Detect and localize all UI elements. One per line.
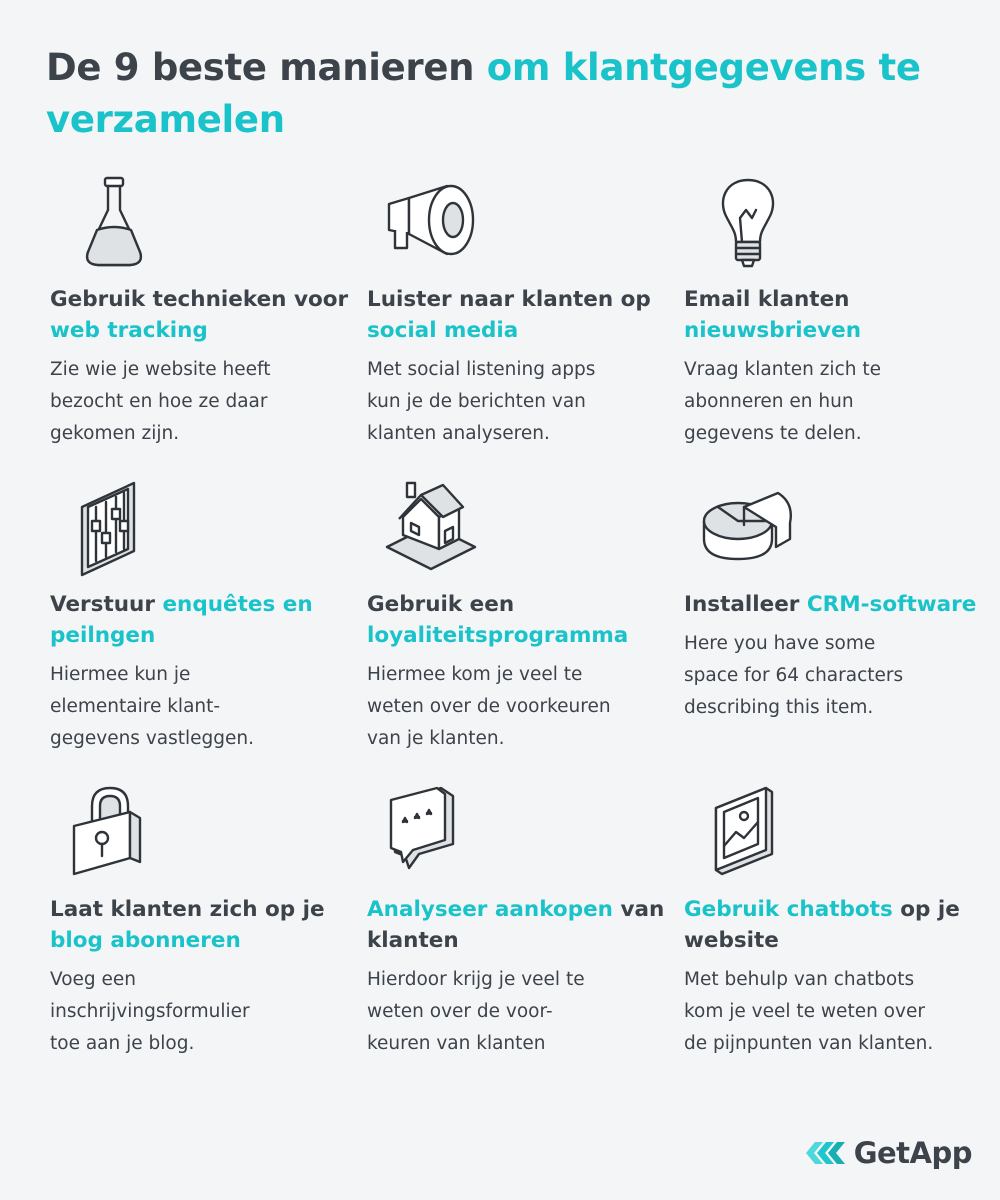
tip-description: Met social listening apps kun je de berichten van klanten analyseren.: [367, 359, 596, 444]
tip-heading: Laat klanten zich op je blog abonneren: [50, 897, 325, 953]
tip-description: Met behulp van chatbots kom je veel te weten over de pijnpunten van klanten.: [684, 969, 934, 1054]
sliders-icon: [64, 477, 367, 577]
tip-card-loyalty: [367, 477, 684, 782]
tip-description: Hierdoor krijg je veel te weten over de voor- keuren van klanten: [367, 969, 585, 1054]
title-part-2: om klantgegevens te verzamelen: [46, 46, 921, 141]
tip-heading: Installeer CRM-software: [684, 592, 977, 617]
tip-heading: Verstuur enquêtes en peilngen: [50, 592, 313, 648]
tip-card-surveys: [50, 477, 367, 782]
tip-description: Voeg een inschrijvingsformulier toe aan je blog.: [50, 969, 250, 1054]
tip-heading: Gebruik chatbots op je website: [684, 897, 960, 953]
tip-description: Hiermee kom je veel te weten over de voorkeuren van je klanten.: [367, 664, 611, 749]
tip-description: Hiermee kun je elementaire klant- gegevens vastleggen.: [50, 664, 254, 749]
padlock-icon: [64, 782, 367, 882]
tip-card-crm: [684, 477, 984, 782]
tip-card-purchases: [367, 782, 684, 1087]
flask-icon: [64, 172, 367, 272]
tip-card-chatbots: [684, 782, 984, 1087]
tip-heading: Gebruik een loyaliteitsprogramma: [367, 592, 629, 648]
tip-card-newsletters: [684, 172, 984, 477]
house-icon: [381, 477, 684, 577]
getapp-logo-text: GetApp: [853, 1136, 972, 1170]
page-title: [46, 42, 946, 146]
tip-heading: Email klanten nieuwsbrieven: [684, 287, 862, 343]
review-bubble-icon: [381, 782, 684, 882]
tip-heading: Luister naar klanten op social media: [367, 287, 651, 343]
tip-heading: Analyseer aankopen van klanten: [367, 897, 665, 953]
title-part-1: De 9 beste manieren: [46, 46, 487, 89]
getapp-logo: [804, 1136, 972, 1170]
tip-description: Zie wie je website heeft bezocht en hoe ze daar gekomen zijn.: [50, 359, 271, 444]
tip-description: Here you have some space for 64 characters describing this item.: [684, 633, 904, 718]
tip-card-web-tracking: [50, 172, 367, 477]
lightbulb-icon: [698, 172, 984, 272]
tip-description: Vraag klanten zich te abonneren en hun gegevens te delen.: [684, 359, 881, 444]
picture-frame-icon: [698, 782, 984, 882]
tips-grid: [50, 172, 984, 1087]
getapp-logo-icon: [804, 1138, 848, 1168]
megaphone-icon: [381, 172, 684, 272]
tip-heading: Gebruik technieken voor web tracking: [50, 287, 349, 343]
pie-chart-icon: [698, 477, 984, 577]
tip-card-social-media: [367, 172, 684, 477]
tip-card-blog: [50, 782, 367, 1087]
